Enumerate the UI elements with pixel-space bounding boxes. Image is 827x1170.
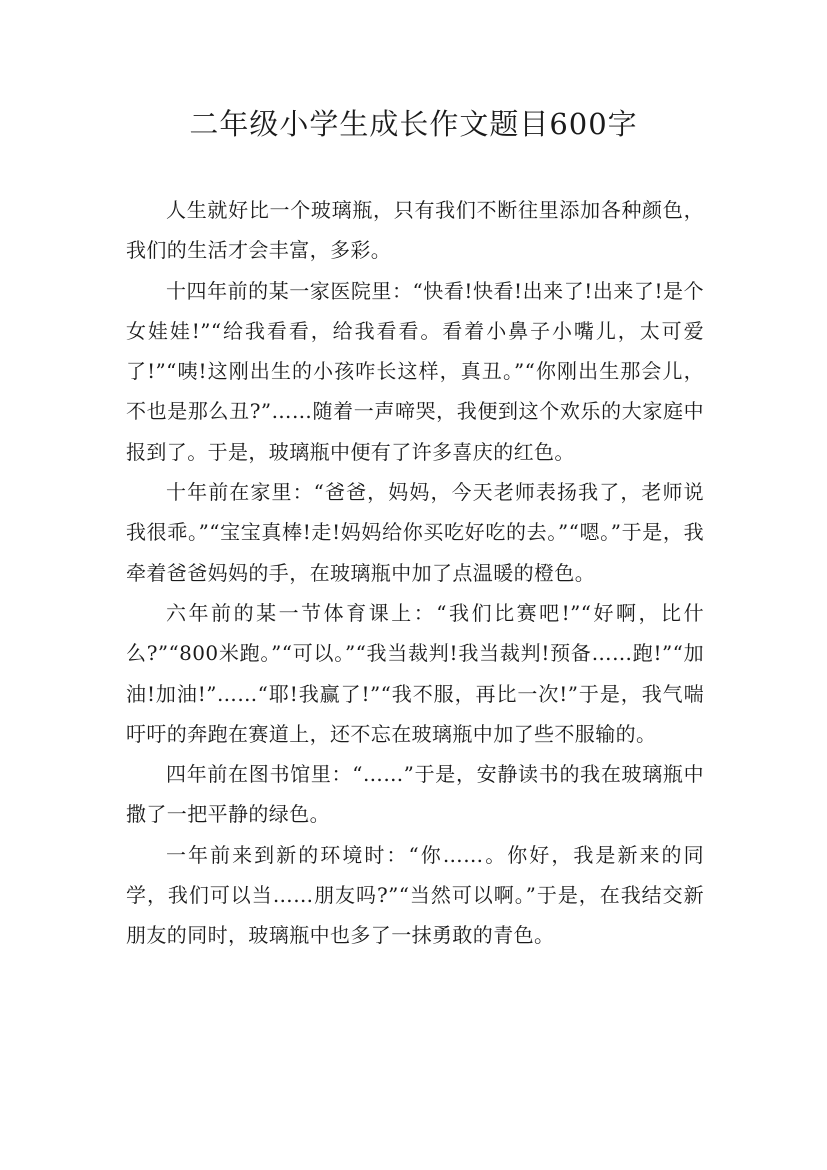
paragraph: 一年前来到新的环境时：“你……。你好，我是新来的同学，我们可以当……朋友吗?”“当然可以啊。”于是，在我结交新朋友的同时，玻璃瓶中也多了一抹勇敢的青色。 xyxy=(126,842,704,948)
paragraph: 人生就好比一个玻璃瓶，只有我们不断往里添加各种颜色，我们的生活才会丰富，多彩。 xyxy=(126,198,704,263)
paragraph: 四年前在图书馆里：“……”于是，安静读书的我在玻璃瓶中撒了一把平静的绿色。 xyxy=(126,762,704,827)
paragraph: 十年前在家里：“爸爸，妈妈，今天老师表扬我了，老师说我很乖。”“宝宝真棒!走!妈妈给你买吃好吃的去。”“嗯。”于是，我牵着爸爸妈妈的手，在玻璃瓶中加了点温暖的橙色。 xyxy=(126,480,704,585)
document-body xyxy=(126,190,704,956)
paragraph: 十四年前的某一家医院里：“快看!快看!出来了!出来了!是个女娃娃!”“给我看看，给我看看。看着小鼻子小嘴儿，太可爱了!”“咦!这刚出生的小孩咋长这样，真丑。”“你刚出生那会儿，不也是那么丑?”……随着一声啼哭，我便到这个欢乐的大家庭中报到了。于是，玻璃瓶中便有了许多喜庆的红色。 xyxy=(126,278,704,464)
document-title: 二年级小学生成长作文题目600字 xyxy=(189,107,638,141)
paragraph: 六年前的某一节体育课上：“我们比赛吧!”“好啊，比什么?”“800米跑。”“可以。”“我当裁判!我当裁判!预备……跑!”“加油!加油!”……“耶!我赢了!”“我不服，再比一次!”于是，我气喘吁吁的奔跑在赛道上，还不忘在玻璃瓶中加了些不服输的。 xyxy=(126,600,704,746)
